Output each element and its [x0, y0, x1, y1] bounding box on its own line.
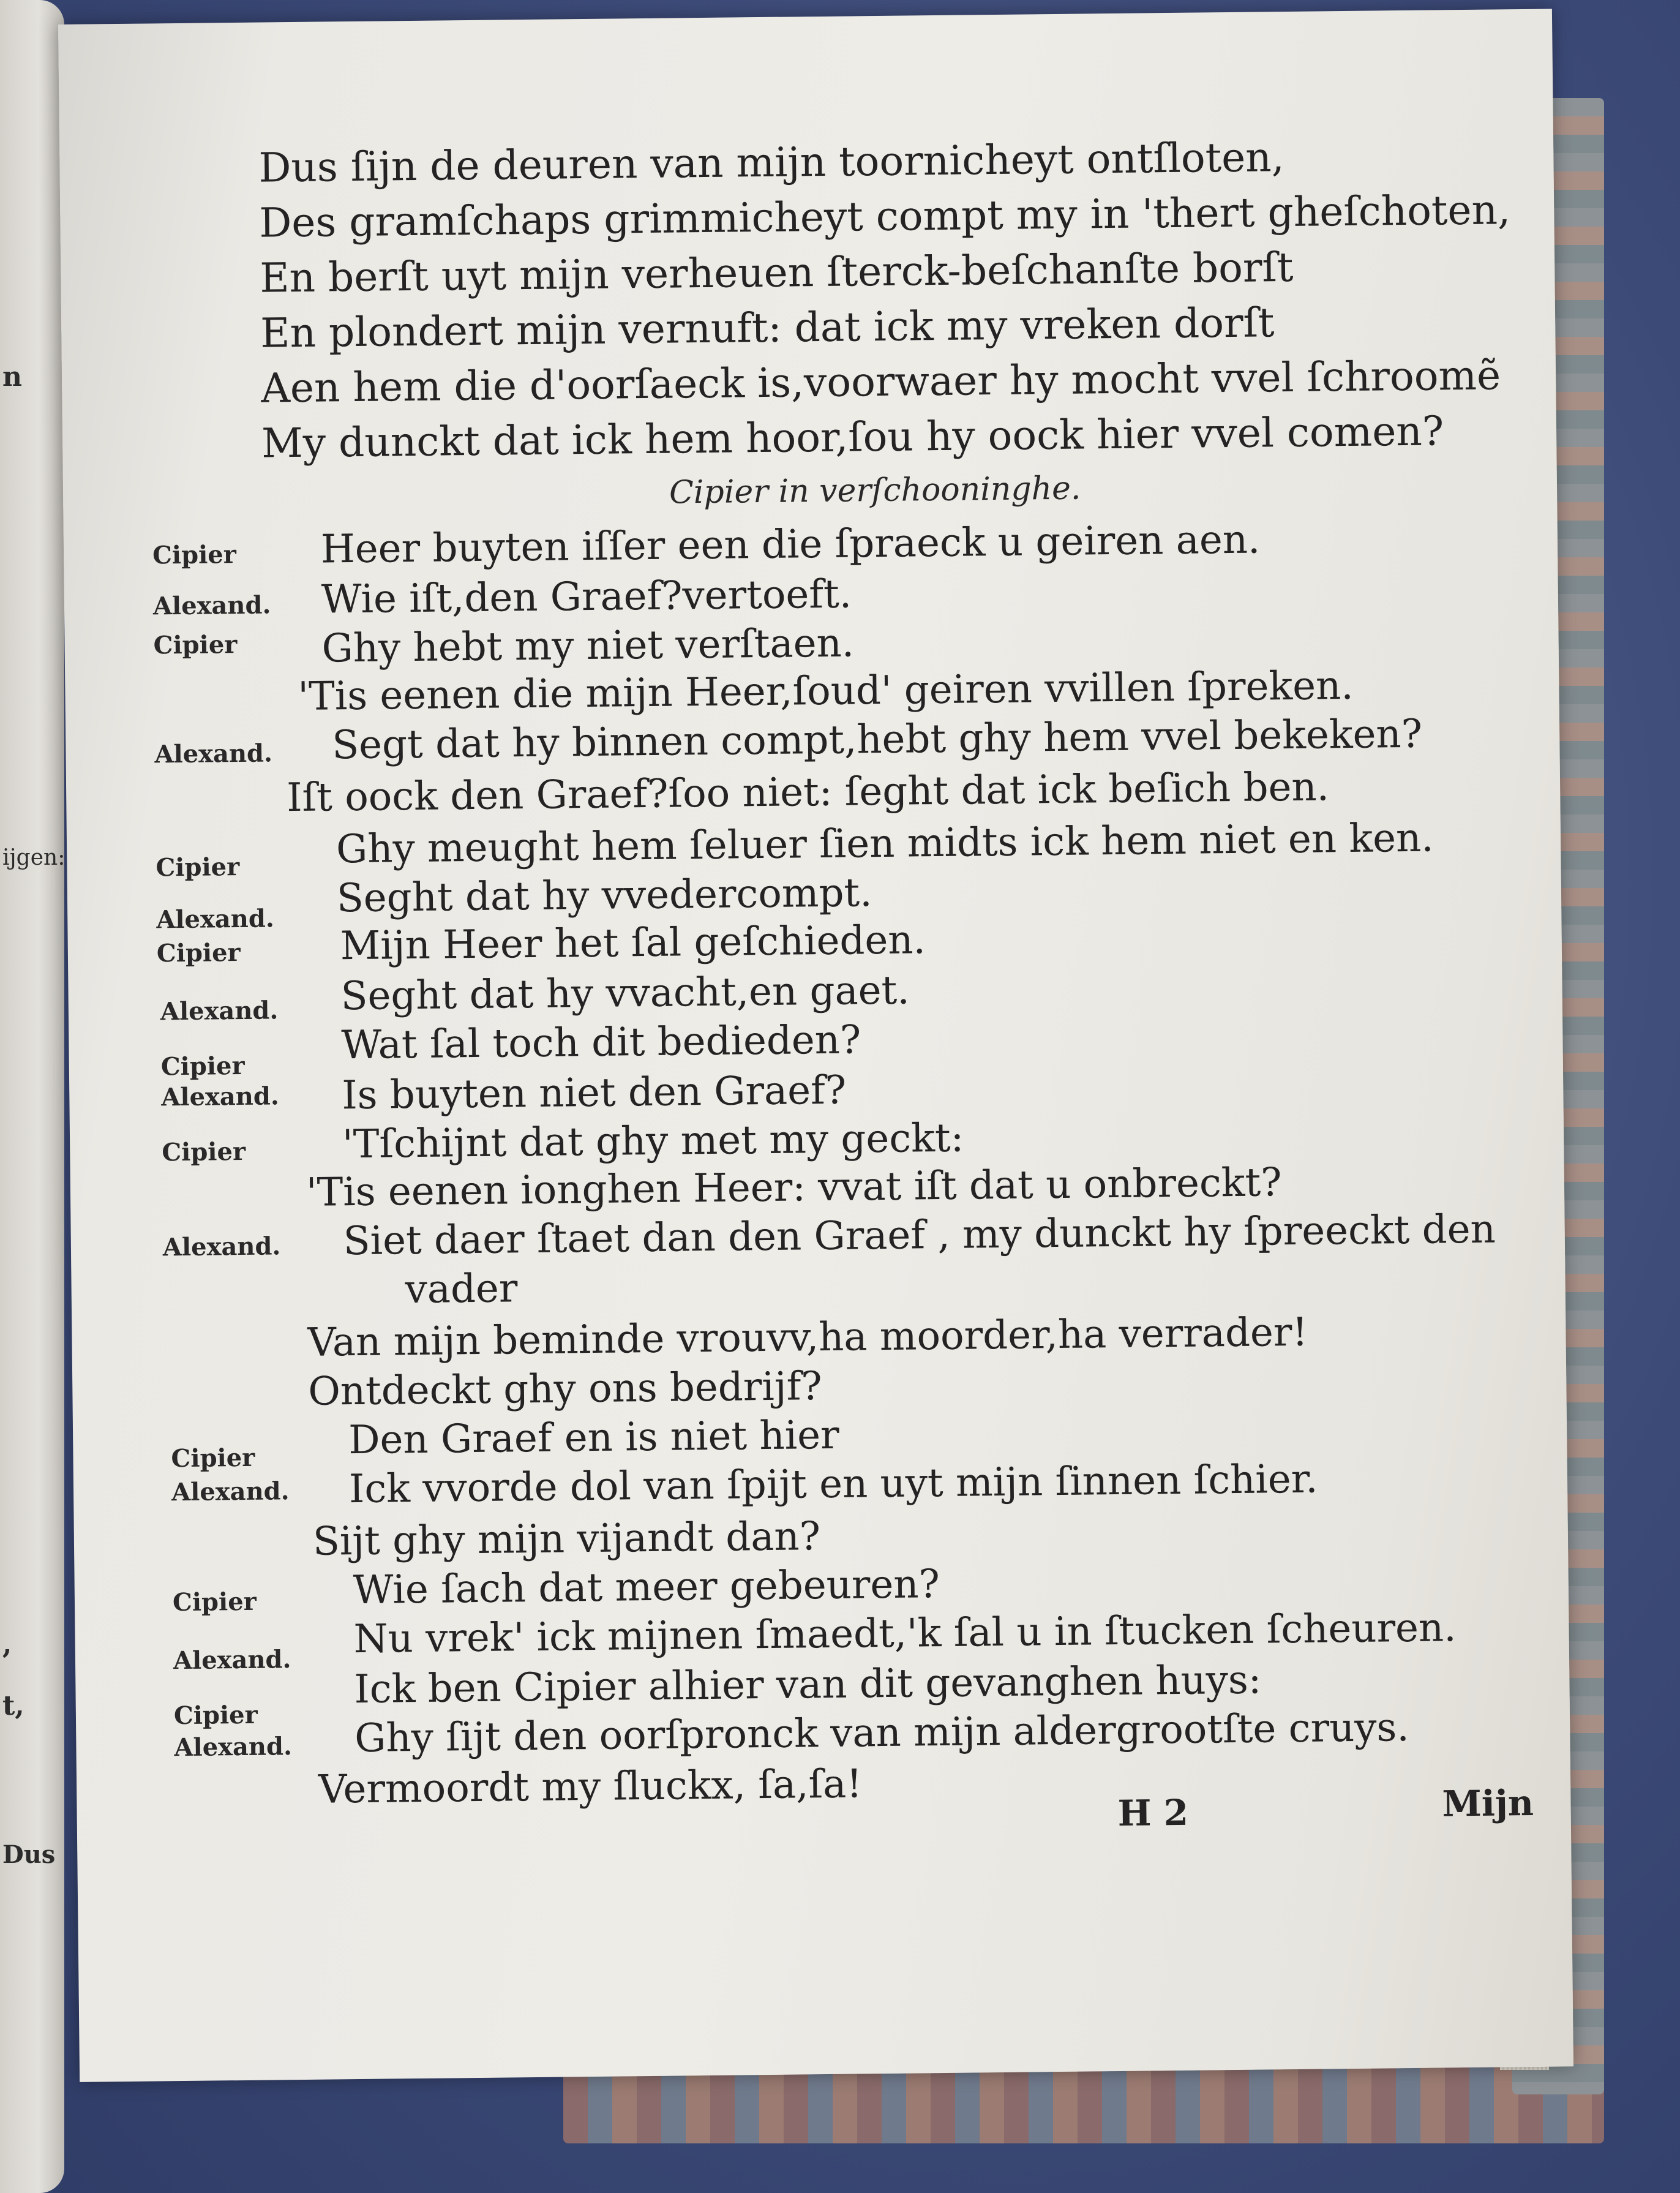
speaker-label: Alexand. — [174, 1732, 293, 1762]
speaker-label: Cipier — [160, 1051, 245, 1081]
dialogue-line: 'Tſchijnt dat ghy met my geckt: — [342, 1115, 964, 1168]
speaker-label: Cipier — [173, 1700, 258, 1731]
speaker-label: Alexand. — [160, 996, 279, 1026]
dialogue-line: Ghy meught hem ſeluer ſien midts ick hem niet en ken. — [336, 815, 1434, 873]
speaker-label: Alexand. — [162, 1232, 281, 1262]
dialogue-line: Ick ben Cipier alhier van dit gevanghen huys: — [354, 1657, 1262, 1713]
dialogue-line: Seght dat hy vvedercompt. — [336, 870, 872, 922]
speaker-label: Cipier — [156, 852, 240, 882]
dialogue-line: Ghy hebt my niet verſtaen. — [321, 620, 855, 672]
speaker-label: Alexand. — [156, 904, 274, 935]
left-fragment: t, — [2, 1690, 24, 1721]
dialogue-line: Sijt ghy mijn vijandt dan? — [312, 1514, 821, 1565]
dialogue-line: Wie ſach dat meer gebeuren? — [353, 1562, 940, 1614]
speaker-label: Cipier — [156, 938, 241, 968]
verse-line: En berſt uyt mijn verheuen ſterck-beſchanſte borſt — [259, 243, 1294, 302]
dialogue-line: Ghy ſijt den oorſpronck van mijn aldergrootſte cruys. — [354, 1705, 1410, 1762]
speaker-label: Alexand. — [171, 1476, 290, 1507]
dialogue-line: Den Graef en is niet hier — [348, 1412, 839, 1464]
speaker-label: Alexand. — [152, 590, 271, 621]
verse-line: Dus ſijn de deuren van mijn toornicheyt ontſloten, — [258, 134, 1285, 192]
left-fragment: Dus — [2, 1840, 56, 1869]
verse-line: Des gramſchaps grimmicheyt compt my in 'thert gheſchoten, — [259, 186, 1511, 247]
speaker-label: Alexand. — [154, 739, 273, 769]
speaker-label: Cipier — [171, 1443, 255, 1473]
dialogue-line: Wat ſal toch dit bedieden? — [341, 1017, 861, 1069]
speaker-label: Cipier — [152, 540, 237, 570]
dialogue-line: 'Tis eenen die mijn Heer,ſoud' geiren vvillen ſpreken. — [298, 663, 1354, 720]
dialogue-line: Segt dat hy binnen compt,hebt ghy hem vvel bekeken? — [331, 711, 1423, 769]
speaker-label: Alexand. — [161, 1081, 280, 1112]
catchword: Mijn — [1442, 1781, 1534, 1825]
dialogue-line: Heer buyten iſſer een die ſpraeck u geiren aen. — [320, 517, 1261, 573]
verse-line: My dunckt dat ick hem hoor,ſou hy oock hier vvel comen? — [261, 407, 1444, 467]
dialogue-line: Seght dat hy vvacht,en gaet. — [340, 968, 910, 1020]
dialogue-line: Ick vvorde dol van ſpijt en uyt mijn ſinnen ſchier. — [348, 1456, 1318, 1513]
verse-line: Aen hem die d'oorſaeck is,voorwaer hy mocht vvel ſchroomẽ — [260, 352, 1501, 412]
verse-line: En plondert mijn vernuft: dat ick my vreken dorſt — [260, 299, 1275, 357]
dialogue-line: Iſt oock den Graef?ſoo niet: ſeght dat ick beſich ben. — [286, 764, 1330, 821]
facing-page-left — [0, 0, 64, 2193]
left-fragment: n — [2, 361, 22, 393]
dialogue-line: Van mijn beminde vrouvv,ha moorder,ha verrader! — [307, 1309, 1308, 1366]
stage-direction: Cipier in verſchooninghe. — [669, 470, 1081, 511]
speaker-label: Alexand. — [173, 1645, 291, 1676]
dialogue-line: Vermoordt my ſluckx, ſa,ſa! — [318, 1761, 863, 1813]
speaker-label: Cipier — [162, 1137, 246, 1167]
book-page — [58, 9, 1573, 2082]
left-fragment: ijgen: — [2, 845, 66, 870]
left-fragment: , — [2, 1629, 12, 1660]
page-signature: H 2 — [1117, 1791, 1189, 1835]
dialogue-line: Is buyten niet den Graef? — [341, 1067, 847, 1119]
dialogue-line: Siet daer ſtaet dan den Graef , my dunckt hy ſpreeckt den — [343, 1206, 1496, 1265]
dialogue-line: Ontdeckt ghy ons bedrijf? — [308, 1364, 823, 1415]
speaker-label: Cipier — [172, 1587, 257, 1617]
dialogue-line: Wie iſt,den Graef?vertoeft. — [321, 571, 852, 623]
dialogue-line: vader — [405, 1266, 518, 1313]
dialogue-line: Mijn Heer het ſal geſchieden. — [340, 917, 926, 969]
dialogue-line: Nu vrek' ick mijnen ſmaedt,'k ſal u in ſtucken ſcheuren. — [353, 1605, 1457, 1663]
dialogue-line: 'Tis eenen ionghen Heer: vvat iſt dat u onbreckt? — [306, 1160, 1282, 1216]
speaker-label: Cipier — [153, 630, 238, 660]
